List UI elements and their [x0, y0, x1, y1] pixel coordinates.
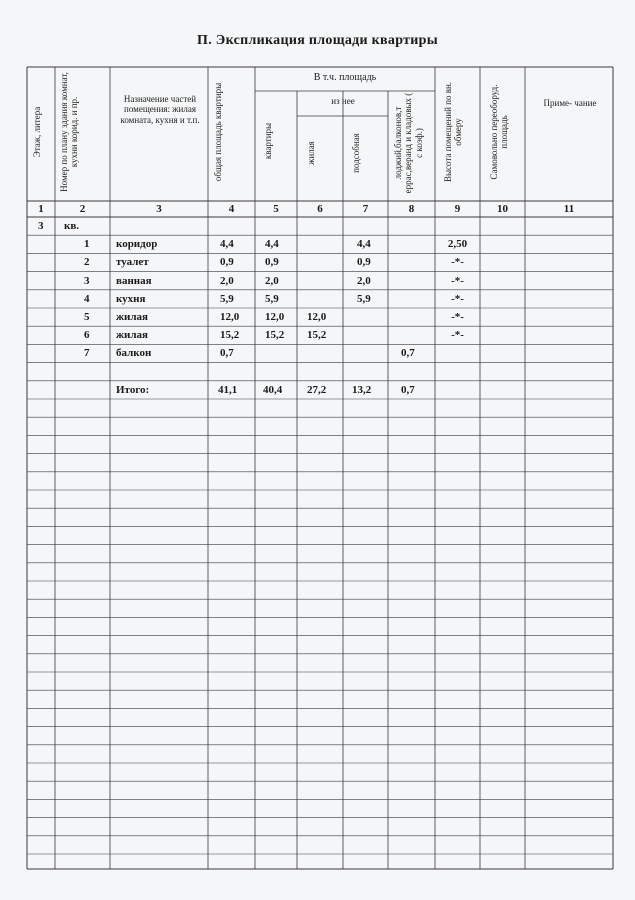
- apartment-area-value: 4,4: [265, 238, 279, 251]
- living-area-value: 12,0: [307, 311, 327, 323]
- living-area-value: 15,2: [307, 329, 327, 342]
- header-living: жилая: [306, 141, 316, 165]
- total-area-value: 0,9: [220, 256, 234, 269]
- room-number: 1: [84, 238, 90, 251]
- apartment-area-value: 12,0: [265, 311, 285, 323]
- auxiliary-area-value: 5,9: [357, 292, 371, 305]
- column-number: 1: [38, 203, 44, 215]
- total-area-value: 5,9: [220, 292, 234, 305]
- height-value: -*-: [451, 256, 464, 269]
- totals-auxiliary-area: 13,2: [352, 383, 372, 396]
- room-name: коридор: [116, 238, 158, 251]
- totals-label: Итого:: [116, 383, 150, 396]
- room-name: жилая: [116, 311, 148, 323]
- totals-total-area: 41,1: [218, 383, 238, 396]
- height-value: -*-: [451, 329, 464, 342]
- room-number: 4: [84, 292, 90, 305]
- loggia-area-value: 0,7: [401, 347, 415, 360]
- column-number: 10: [497, 203, 508, 215]
- totals-living-area: 27,2: [307, 383, 327, 396]
- total-area-value: 0,7: [220, 347, 234, 360]
- height-value: -*-: [451, 311, 464, 323]
- room-number: 7: [84, 347, 90, 360]
- column-number: 11: [563, 203, 575, 215]
- height-value: -*-: [451, 274, 464, 287]
- floor-value: 3: [38, 220, 44, 232]
- room-name: балкон: [116, 347, 152, 360]
- column-number: 5: [273, 203, 279, 215]
- apartment-area-value: 5,9: [265, 292, 279, 305]
- total-area-value: 15,2: [220, 329, 240, 342]
- height-value: 2,50: [447, 238, 468, 251]
- header-room-no: Номер по плану здания комнат, кухни корид. и пр.: [59, 72, 80, 192]
- totals-apartment-area: 40,4: [263, 383, 283, 396]
- apartment-label: кв.: [64, 220, 80, 232]
- column-number: 2: [79, 203, 86, 215]
- column-number: 4: [228, 203, 235, 215]
- room-name: жилая: [116, 329, 148, 342]
- room-number: 2: [84, 256, 90, 269]
- page-title: П. Экспликация площади квартиры: [197, 33, 438, 48]
- room-number: 5: [84, 311, 90, 323]
- room-name: ванная: [116, 274, 152, 287]
- room-number: 6: [84, 329, 90, 342]
- header-apartment: квартиры: [263, 122, 273, 160]
- total-area-value: 12,0: [220, 311, 240, 323]
- room-name: кухня: [116, 292, 146, 305]
- room-number: 3: [84, 274, 90, 287]
- auxiliary-area-value: 0,9: [357, 256, 371, 269]
- total-area-value: 4,4: [220, 238, 234, 251]
- header-incl-area: В т.ч. площадь: [313, 72, 377, 83]
- apartment-area-value: 15,2: [265, 329, 285, 342]
- header-loggias: лоджий,балконов,т еррас,веранд и кладовых ( с коэф.): [393, 92, 424, 194]
- height-value: -*-: [451, 292, 464, 305]
- totals-loggia-area: 0,7: [401, 383, 415, 396]
- apartment-area-value: 2,0: [265, 274, 279, 287]
- column-number: 8: [408, 203, 415, 215]
- column-number: 6: [317, 203, 323, 215]
- column-number: 3: [156, 203, 162, 215]
- header-total-area: общая площадь квартиры: [213, 82, 223, 182]
- header-floor: Этаж, литера: [32, 106, 42, 158]
- header-of-it: из нее: [331, 96, 355, 106]
- total-area-value: 2,0: [220, 274, 234, 287]
- header-note: Приме- чание: [543, 98, 597, 108]
- header-height: Высота помещений по вн. обмеру: [443, 81, 464, 183]
- header-purpose: Назначение частей помещения: жилая комната, кухня и т.п.: [120, 94, 200, 125]
- auxiliary-area-value: 4,4: [357, 238, 371, 251]
- auxiliary-area-value: 2,0: [357, 274, 371, 287]
- column-number: 7: [362, 203, 369, 215]
- apartment-area-value: 0,9: [265, 256, 279, 269]
- header-auxiliary: подсобная: [351, 133, 361, 173]
- room-name: туалет: [116, 256, 149, 269]
- column-number: 9: [454, 203, 461, 215]
- header-self-converted: Самовольно переоборуд. площадь: [489, 84, 510, 180]
